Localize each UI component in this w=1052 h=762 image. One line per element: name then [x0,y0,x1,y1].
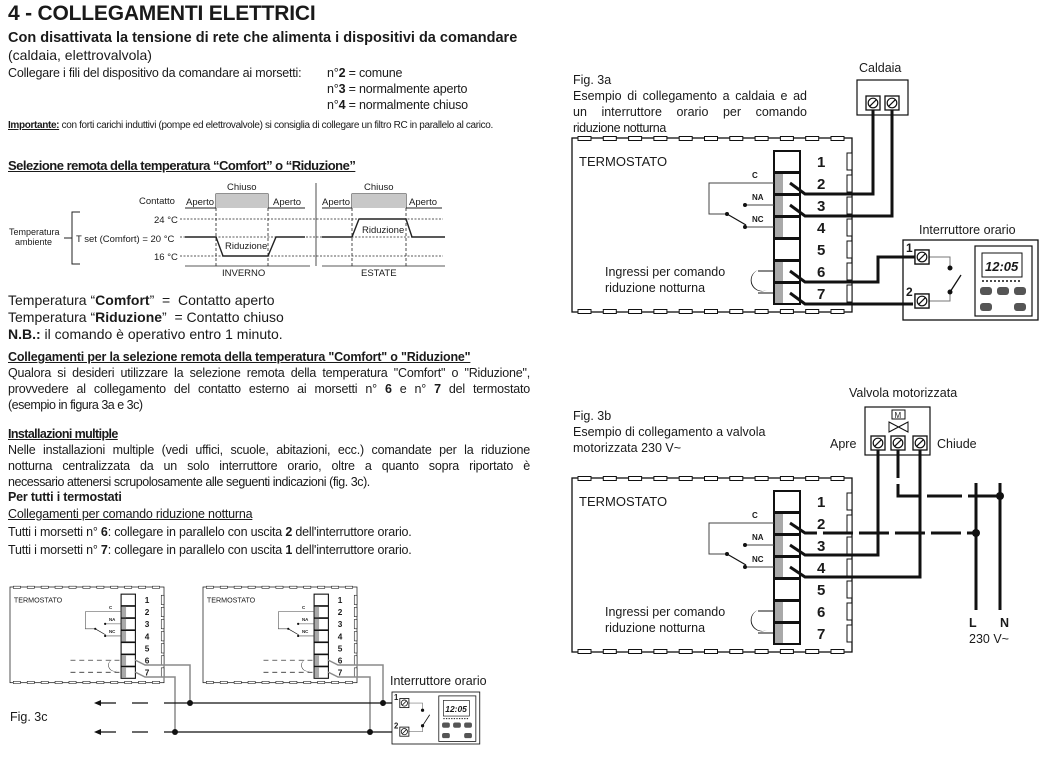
screw-terminal-icon [915,250,929,264]
housing-tab [27,586,34,588]
terminal-block [314,643,328,655]
screw-terminal-icon [913,436,927,450]
open-label: Aperto [409,197,437,208]
fig3b-caption: Esempio di collegamento a valvola [573,425,766,439]
housing-tab [629,477,642,481]
timer-button [1014,303,1026,311]
housing-side-tab [847,219,852,236]
terminal-number: 7 [817,626,826,643]
housing-side-tab [161,632,164,641]
terminal-clamp [315,655,319,665]
housing-tab [290,681,297,683]
junction-dot [972,529,980,537]
note: N.B.: il comando è operativo entro 1 minuto. [8,326,283,342]
terminal-block [121,643,135,655]
timer-clock: 12:05 [445,704,467,715]
fig3b-caption: motorizzata 230 V~ [573,441,682,455]
terminal-number: 7 [337,668,343,678]
housing-tab [345,681,352,683]
timer-terminal-number: 1 [393,692,399,702]
temp-ambient-label: ambiente [15,237,53,247]
housing-side-tab [847,559,852,576]
remote-connections-heading: Collegamenti per la selezione remota della temperatura "Comfort" o "Riduzione" [8,350,471,364]
timer-terminal-number: 2 [393,721,399,731]
paragraph-line: Qualora si desideri utilizzare la selezione remota della temperatura "Comfort" o "Riduzione", [8,366,530,380]
line-label: L [969,616,977,630]
important-note: Importante: con forti carichi induttivi (pompe ed elettrovalvole) si consiglia di collegare un filtro RC in parallelo al carico. [8,120,493,131]
terminal-number: 5 [337,644,343,654]
inputs-label: Ingressi per comando [605,265,726,279]
housing-tab [318,681,325,683]
housing-tab [55,681,62,683]
timer-button [453,723,461,728]
housing-tab [806,137,819,141]
terminal-block [121,594,135,606]
housing-tab [654,310,667,314]
contact-label-nc: NC [752,215,764,224]
housing-tab [629,137,642,141]
housing-tab [654,650,667,654]
terminal-info: n°4 = normalmente chiuso [327,98,468,112]
terminal-number: 4 [817,560,826,577]
housing-side-tab [354,656,357,665]
terminal-block [774,151,800,172]
housing-side-tab [847,175,852,192]
terminal-clamp [122,631,126,641]
terminal-clamp [775,602,783,621]
night-connections-heading: Collegamenti per comando riduzione notturna [8,507,253,521]
temp-ambient-label: Temperatura [9,227,60,237]
housing-side-tab [161,607,164,616]
terminal-block [774,579,800,600]
terminal-clamp [775,196,783,215]
housing-side-tab [354,595,357,604]
housing-tab [603,650,616,654]
housing-tab [13,586,20,588]
rule-terminal-7: Tutti i morsetti n° 7: collegare in parallelo con uscita 1 dell'interruttore orario. [8,543,412,557]
housing-tab [262,586,269,588]
housing-tab [755,477,768,481]
housing-tab [831,310,844,314]
housing-side-tab [354,619,357,628]
housing-tab [679,310,692,314]
valve-label: Valvola motorizzata [849,386,958,400]
junction-dot [297,635,299,637]
thermostat [203,586,357,683]
arrow-left-icon [94,729,101,735]
paragraph-line: necessario attenersi scrupolosamente alle seguenti indicazioni (fig. 3c). [8,475,370,489]
housing-tab [83,586,90,588]
housing-side-tab [847,493,852,510]
junction-dot [996,492,1004,500]
timer-button [464,723,472,728]
summer-label: ESTATE [361,268,397,279]
housing-tab [69,586,76,588]
housing-side-tab [847,625,852,642]
paragraph-line: notturna centralizzata da un solo interruttore orario, oltre a quanto sopra riportato è [8,459,530,473]
screw-terminal-icon [885,96,899,110]
timer-label: Interruttore orario [919,223,1016,237]
inputs-label: riduzione notturna [605,621,706,635]
housing-tab [705,137,718,141]
fig3c-label: Fig. 3c [10,710,48,724]
housing-tab [27,681,34,683]
contact-label: Contatto [139,196,175,207]
housing-tab [806,477,819,481]
housing-tab [629,650,642,654]
housing-side-tab [847,285,852,302]
housing-side-tab [847,603,852,620]
junction-dot [104,635,106,637]
housing-tab [806,310,819,314]
housing-tab [139,681,146,683]
closed-label: Chiuso [227,182,257,193]
terminal-number: 6 [817,264,826,281]
housing-tab [654,137,667,141]
housing-tab [831,137,844,141]
remote-selection-heading: Selezione remota della temperatura “Comfort” o “Riduzione” [8,158,356,173]
housing-tab [578,137,591,141]
housing-tab [69,681,76,683]
fig3c-timer-label: Interruttore orario [390,674,487,688]
terminal-number: 5 [817,582,826,599]
housing-tab [152,586,159,588]
housing-tab [97,681,104,683]
housing-tab [97,586,104,588]
all-thermostats-heading: Per tutti i termostati [8,490,122,504]
terminal-number: 4 [337,632,343,642]
terminal-clamp [775,218,783,237]
timer-button [997,287,1009,295]
fig3a-caption: un interruttore orario per comando [573,105,807,119]
fig3a-caption: riduzione notturna [573,121,666,135]
housing-tab [262,681,269,683]
housing-tab [603,310,616,314]
terminal-info: n°3 = normalmente aperto [327,82,468,96]
boiler-box [857,80,908,115]
terminal-number: 3 [144,620,150,630]
housing-tab [755,650,768,654]
housing-tab [41,681,48,683]
timer-terminal-number: 1 [906,241,913,255]
contact-label-nc: NC [302,629,309,635]
junction-dot [743,543,747,547]
terminal-number: 7 [144,668,150,678]
contact-label-nc: NC [752,555,764,564]
junction-dot [743,225,747,229]
housing-tab [304,586,311,588]
housing-tab [578,650,591,654]
intro-heading: Con disattivata la tensione di rete che alimenta i dispositivi da comandare [8,30,518,46]
housing-side-tab [847,241,852,258]
timer-button [442,723,450,728]
housing-tab [730,310,743,314]
terminal-number: 2 [144,608,150,618]
legend-reduction: Temperatura “Riduzione” = Contatto chiuso [8,309,284,325]
intro-devices: (caldaia, elettrovalvola) [8,47,152,63]
timer-button [1014,287,1026,295]
housing-tab [603,137,616,141]
housing-tab [679,650,692,654]
terminal-number: 5 [817,242,826,259]
contact-label-na: NA [752,193,764,202]
contact-label-c: C [109,605,113,610]
terminal-clamp [315,607,319,617]
terminal-number: 4 [817,220,826,237]
terminal-number: 1 [337,595,343,605]
housing-side-tab [354,607,357,616]
thermostat-title: TERMOSTATO [579,154,668,169]
multiple-heading: Installazioni multiple [8,427,118,441]
housing-tab [152,681,159,683]
housing-tab [276,681,283,683]
housing-tab [705,310,718,314]
housing-tab [755,310,768,314]
thermostat-title: TERMOSTATO [579,494,668,509]
junction-dot [104,623,106,625]
housing-tab [705,477,718,481]
terminal-clamp [775,624,783,643]
contact-label-c: C [752,171,758,180]
housing-tab [332,681,339,683]
housing-tab [780,650,793,654]
junction-dot [367,729,373,735]
junction-dot [743,565,747,569]
housing-side-tab [354,644,357,653]
housing-tab [705,650,718,654]
housing-tab [780,137,793,141]
valve-open-label: Apre [830,437,857,451]
housing-side-tab [847,537,852,554]
timer-terminal-number: 2 [906,285,913,299]
housing-tab [234,681,241,683]
contact-label-na: NA [302,617,309,623]
reduction-label: Riduzione [362,225,405,236]
junction-dot [743,203,747,207]
terminal-clamp [315,667,319,677]
housing-tab [806,650,819,654]
screw-terminal-icon [866,96,880,110]
housing-tab [83,681,90,683]
junction-dot [948,266,953,271]
open-label: Aperto [273,197,301,208]
housing-tab [578,310,591,314]
open-label: Aperto [186,197,214,208]
legend-comfort: Temperatura “Comfort” = Contatto aperto [8,292,275,308]
housing-tab [290,586,297,588]
housing-tab [139,586,146,588]
terminal-clamp [122,619,126,629]
housing-tab [220,681,227,683]
thermostat [572,137,852,314]
terminal-number: 2 [337,608,343,618]
terminal-number: 5 [144,644,150,654]
terminal-number: 6 [337,656,343,666]
housing-side-tab [847,197,852,214]
terminal-number: 4 [144,632,150,642]
terminal-clamp [775,558,783,577]
thermostat [10,586,164,683]
housing-tab [206,681,213,683]
valve-close-label: Chiude [937,437,977,451]
time-switch [392,692,480,744]
paragraph-line: provvedere al collegamento del contatto esterno ai morsetti n° 6 e n° 7 del termostato [8,382,530,396]
terminal-number: 3 [817,198,826,215]
terminal-number: 3 [817,538,826,555]
housing-tab [629,310,642,314]
housing-side-tab [161,644,164,653]
terminal-clamp [775,174,783,193]
housing-tab [220,586,227,588]
housing-tab [111,586,118,588]
arrow-left-icon [94,700,101,706]
terminal-number: 2 [817,516,826,533]
timer-button [442,733,450,738]
junction-dot [172,729,178,735]
voltage-label: 230 V~ [969,632,1009,646]
inputs-label: riduzione notturna [605,281,706,295]
terminal-block [314,594,328,606]
terminal-number: 2 [817,176,826,193]
housing-tab [755,137,768,141]
housing-tab [578,477,591,481]
terminal-number: 1 [817,154,826,171]
boiler-label: Caldaia [859,61,902,75]
terminal-block [774,239,800,260]
housing-tab [780,477,793,481]
fig3a-label: Fig. 3a [573,73,612,87]
screw-terminal-icon [915,294,929,308]
fig3b-label: Fig. 3b [573,409,612,423]
junction-dot [187,700,193,706]
neutral-label: N [1000,616,1010,630]
temp-20-label: T set (Comfort) = 20 °C [76,234,175,245]
housing-side-tab [847,515,852,532]
housing-tab [831,477,844,481]
housing-tab [318,586,325,588]
housing-tab [345,586,352,588]
housing-tab [730,137,743,141]
contact-label-nc: NC [109,629,116,635]
screw-terminal-icon [400,699,409,708]
housing-tab [55,586,62,588]
paragraph-line: (esempio in figura 3a e 3c) [8,398,143,412]
housing-tab [125,586,132,588]
terminal-clamp [122,607,126,617]
housing-side-tab [354,632,357,641]
housing-side-tab [161,668,164,677]
contact-label-c: C [752,511,758,520]
junction-dot [421,709,424,712]
housing-side-tab [161,595,164,604]
housing-side-tab [847,581,852,598]
timer-button [980,287,992,295]
timer-button [464,733,472,738]
terminal-number: 1 [144,595,150,605]
thermostat-title: TERMOSTATO [206,596,256,605]
inputs-label: Ingressi per comando [605,605,726,619]
terminal-clamp [775,284,783,303]
contact-label-na: NA [109,617,116,623]
housing-side-tab [161,619,164,628]
housing-tab [41,586,48,588]
terminal-number: 3 [337,620,343,630]
housing-side-tab [847,263,852,280]
terminal-number: 1 [817,494,826,511]
fig3a-caption: Esempio di collegamento a caldaia e ad [573,89,807,103]
contact-label-c: C [302,605,306,610]
page-title: 4 - COLLEGAMENTI ELETTRICI [8,2,316,25]
terminal-clamp [775,514,783,533]
winter-label: INVERNO [222,268,266,279]
temp-24-label: 24 °C [154,215,178,226]
temp-16-label: 16 °C [154,252,178,263]
terminal-clamp [315,619,319,629]
housing-side-tab [354,668,357,677]
housing-tab [730,477,743,481]
housing-tab [111,681,118,683]
housing-tab [679,477,692,481]
terminal-info: n°2 = comune [327,66,403,80]
terminal-block [774,491,800,512]
terminal-clamp [775,262,783,281]
terminal-clamp [315,631,319,641]
terminal-clamp [122,655,126,665]
housing-tab [730,650,743,654]
terminal-clamp [122,667,126,677]
rule-terminal-6: Tutti i morsetti n° 6: collegare in parallelo con uscita 2 dell'interruttore orario. [8,525,412,539]
motor-label: M [894,411,902,420]
housing-tab [206,586,213,588]
timer-clock: 12:05 [985,259,1019,274]
junction-dot [380,700,386,706]
open-label: Aperto [322,197,350,208]
screw-terminal-icon [891,436,905,450]
housing-tab [13,681,20,683]
terminal-number: 7 [817,286,826,303]
housing-tab [332,586,339,588]
screw-terminal-icon [400,727,409,736]
intro-connect: Collegare i fili del dispositivo da comandare ai morsetti: [8,66,302,80]
housing-tab [780,310,793,314]
timer-button [980,303,992,311]
housing-tab [248,586,255,588]
terminal-clamp [775,536,783,555]
terminal-number: 6 [817,604,826,621]
housing-tab [248,681,255,683]
housing-tab [654,477,667,481]
closed-label: Chiuso [364,182,394,193]
housing-side-tab [161,656,164,665]
contact-label-na: NA [752,533,764,542]
housing-tab [304,681,311,683]
junction-dot [297,623,299,625]
paragraph-line: Nelle installazioni multiple (vedi uffici, scuole, abitazioni, ecc.) comandate per la riduzione [8,443,530,457]
terminal-number: 6 [144,656,150,666]
thermostat [572,477,852,654]
housing-tab [125,681,132,683]
housing-tab [276,586,283,588]
screw-terminal-icon [871,436,885,450]
housing-tab [679,137,692,141]
housing-tab [831,650,844,654]
housing-tab [234,586,241,588]
housing-tab [603,477,616,481]
reduction-label: Riduzione [225,241,268,252]
housing-side-tab [847,153,852,170]
thermostat-title: TERMOSTATO [13,596,63,605]
